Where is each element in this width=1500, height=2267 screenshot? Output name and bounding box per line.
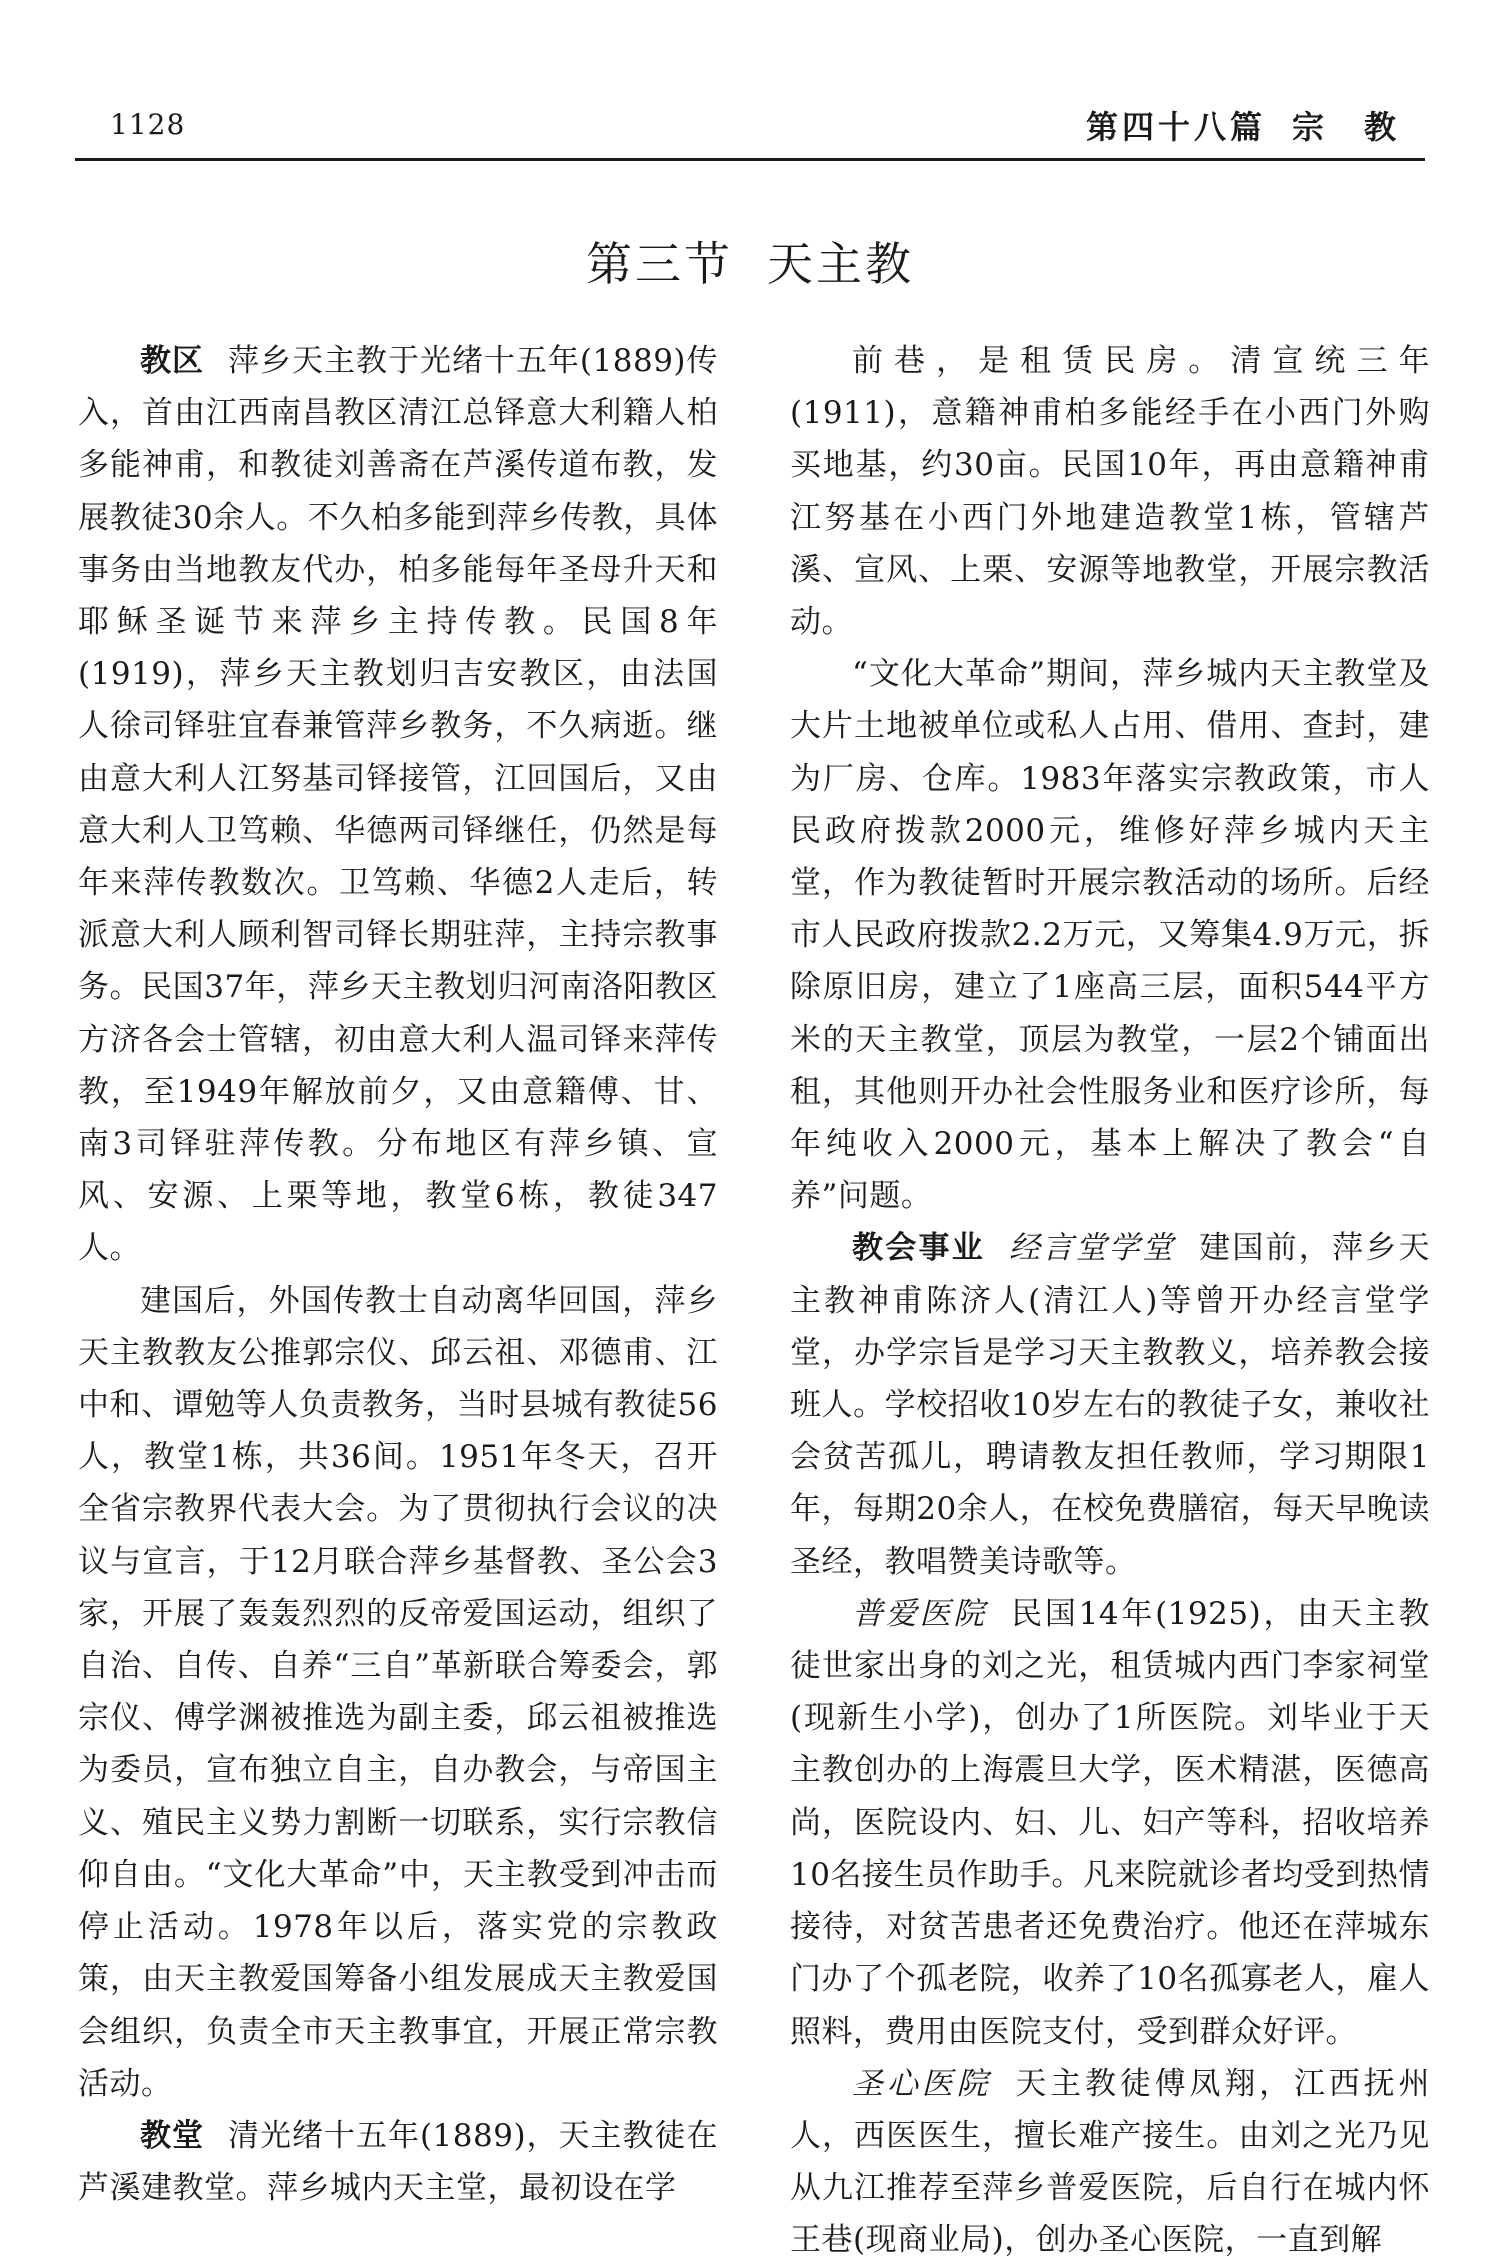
subheading-school: 经言堂学堂 — [1008, 1230, 1176, 1267]
subheading-shengxin-hospital: 圣心医院 — [852, 2065, 992, 2102]
paragraph-churches — [78, 2110, 718, 2214]
paragraph-puai-hospital — [790, 1588, 1430, 2058]
heading-diocese: 教区 — [140, 343, 204, 379]
heading-churches: 教堂 — [140, 2117, 204, 2154]
paragraph-churches-text: 清光绪十五年(1889)，天主教徒在芦溪建教堂。萍乡城内天主堂，最初设在学 — [78, 2117, 718, 2207]
paragraph-shengxin-text: 天主教徒傅凤翔，江西抚州人，西医医生，擅长难产接生。由刘之光乃见从九江推荐至萍乡普爱医院，后自行在城内怀王巷(现商业局)，创办圣心医院，一直到解 — [790, 2065, 1431, 2259]
section-title — [0, 228, 1500, 294]
paragraph-puai-text: 民国14年(1925)，由天主教徒世家出身的刘之光，租赁城内西门李家祠堂(现新生小学)，创办了1所医院。刘毕业于天主教创办的上海震旦大学，医术精湛，医德高尚，医院设内、妇、儿、妇产等科，招收培养10名接生员作助手。凡来院就诊者均受到热情接待，对贫苦患者还免费治疗。他还在萍城东门办了个孤老院，收养了10名孤寡老人，雇人照料，费用由医院支付，受到群众好评。 — [790, 1595, 1431, 2050]
section-name: 天主教 — [767, 237, 914, 291]
paragraph-diocese-text: 萍乡天主教于光绪十五年(1889)传入，首由江西南昌教区清江总铎意大利籍人柏多能神甫，和教徒刘善斋在芦溪传道布教，发展教徒30余人。不久柏多能到萍乡传教，具体事务由当地教友代办，柏多能每年圣母升天和耶稣圣诞节来萍乡主持传教。民国8年(1919)，萍乡天主教划归吉安教区，由法国人徐司铎驻宜春兼管萍乡教务，不久病逝。继由意大利人江努基司铎接管，江回国后，又由意大利人卫笃赖、华德两司铎继任，仍然是每年来萍传教数次。卫笃赖、华德2人走后，转派意大利人顾利智司铎长期驻萍，主持宗教事务。民国37年，萍乡天主教划归河南洛阳教区方济各会士管辖，初由意大利人温司铎来萍传教，至1949年解放前夕，又由意籍傅、甘、南3司铎驻萍传教。分布地区有萍乡镇、宣风、安源、上栗等地，教堂6栋，教徒347人。 — [78, 343, 718, 1267]
heading-church-undertakings: 教会事业 — [852, 1230, 985, 1267]
paragraph-school-text: 建国前，萍乡天主教神甫陈济人(清江人)等曾开办经言堂学堂，办学宗旨是学习天主教教义，培养教会接班人。学校招收10岁左右的教徒子女，兼收社会贫苦孤儿，聘请教友担任教师，学习期限1年，每期20余人，在校免费膳宿，每天早晚读圣经，教唱赞美诗歌等。 — [790, 1230, 1431, 1580]
part-title: 第四十八篇 — [1085, 108, 1266, 146]
page-number: 1128 — [110, 108, 186, 141]
paragraph-cultural-revolution: “文化大革命”期间，萍乡城内天主教堂及大片土地被单位或私人占用、借用、查封，建为厂房、仓库。1983年落实宗教政策，市人民政府拨款2000元，维修好萍乡城内天主堂，作为教徒暂时开展宗教活动的场所。后经市人民政府拨款2.2万元，又筹集4.9万元，拆除原旧房，建立了1座高三层，面积544平方米的天主教堂，顶层为教堂，一层2个铺面出租，其他则开办社会性服务业和医疗诊所，每年纯收入2000元，基本上解决了教会“自养”问题。 — [790, 656, 1430, 1215]
subheading-puai-hospital: 普爱医院 — [852, 1595, 988, 1632]
running-title — [1086, 102, 1400, 148]
paragraph-shengxin-hospital — [790, 2058, 1430, 2267]
chapter-title: 宗 教 — [1291, 108, 1400, 146]
paragraph-after-founding: 建国后，外国传教士自动离华回国，萍乡天主教教友公推郭宗仪、邱云祖、邓德甫、江中和、谭勉等人负责教务，当时县城有教徒56人，教堂1栋，共36间。1951年冬天，召开全省宗教界代表大会。为了贯彻执行会议的决议与宣言，于12月联合萍乡基督教、圣公会3家，开展了轰轰烈烈的反帝爱国运动，组织了自治、自传、自养“三自”革新联合筹委会，郭宗仪、傅学渊被推选为副主委，邱云祖被推选为委员，宣布独立自主，自办教会，与帝国主义、殖民主义势力割断一切联系，实行宗教信仰自由。“文化大革命”中，天主教受到冲击而停止活动。1978年以后，落实党的宗教政策，由天主教爱国筹备小组发展成天主教爱国会组织，负责全市天主教事宜，开展正常宗教活动。 — [78, 1282, 718, 2102]
section-number: 第三节 — [586, 237, 733, 291]
paragraph-church-undertakings — [790, 1222, 1430, 1587]
paragraph-churches-cont: 前巷，是租赁民房。清宣统三年(1911)，意籍神甫柏多能经手在小西门外购买地基，约30亩。民国10年，再由意籍神甫江努基在小西门外地建造教堂1栋，管辖芦溪、宣风、上栗、安源等地教堂，开展宗教活动。 — [790, 343, 1430, 641]
right-column — [790, 335, 1430, 2267]
paragraph-diocese — [78, 335, 718, 1275]
header-rule — [75, 158, 1425, 161]
left-column — [78, 335, 718, 2214]
